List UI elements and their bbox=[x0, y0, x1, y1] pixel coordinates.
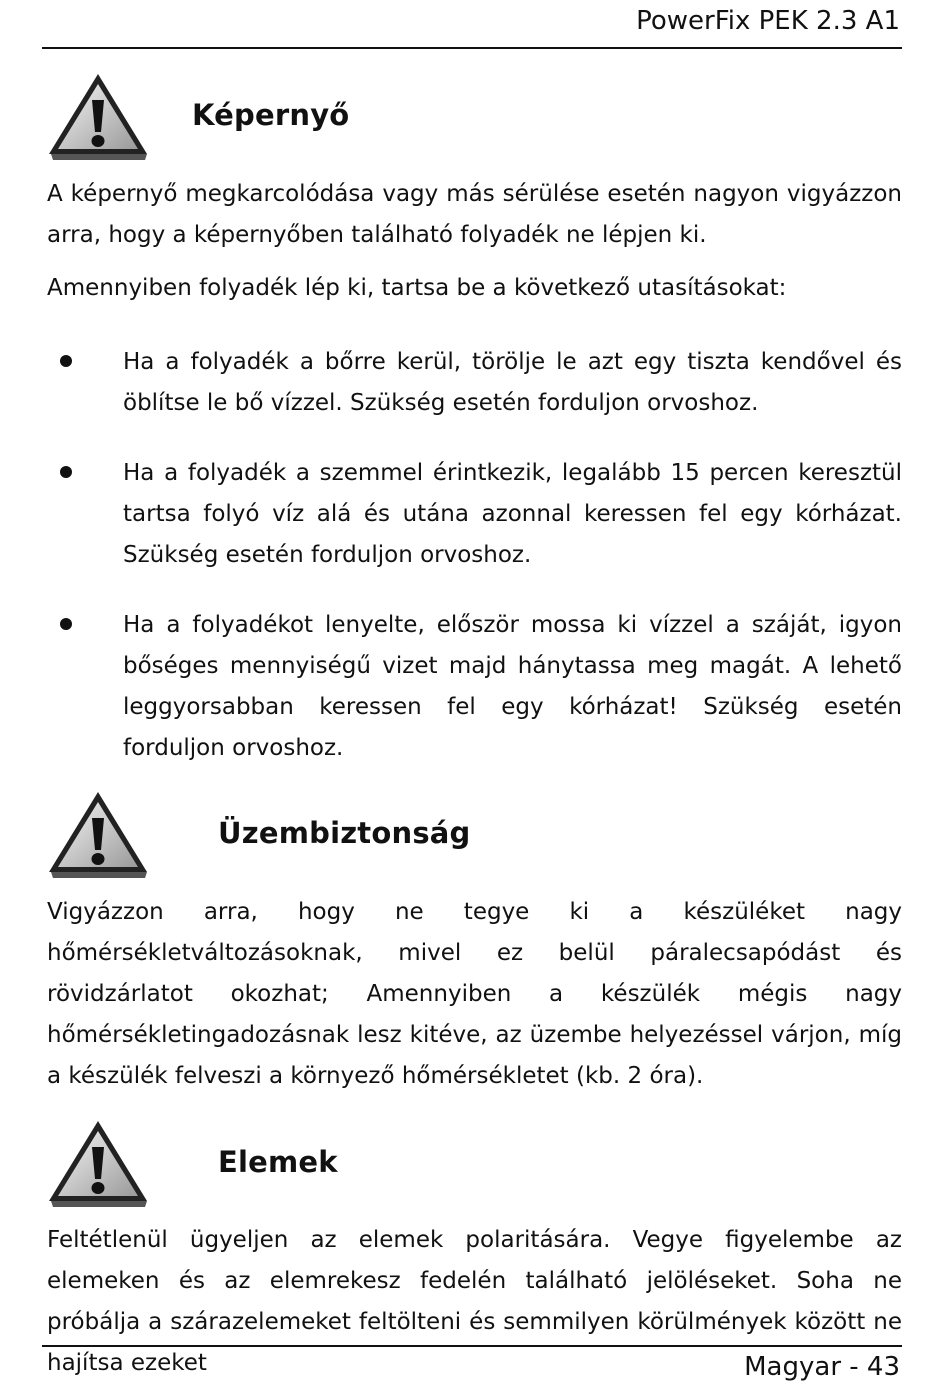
bullet-dot bbox=[56, 351, 76, 371]
paragraph: Vigyázzon arra, hogy ne tegye ki a készüléket nagy hőmérsékletváltozásoknak, mivel ez belül páralecsapódást és rövidzárlatot okozhat; Amennyiben a készülék mégis nagy hőmérsékletingadozásnak lesz kitéve, az üzembe helyezéssel várjon, míg a készülék felveszi a környező hőmérsékletet (kb. 2 óra). bbox=[47, 899, 902, 1089]
paragraph: Amennyiben folyadék lép ki, tartsa be a következő utasításokat: bbox=[47, 275, 787, 301]
footer-divider bbox=[42, 1345, 902, 1347]
paragraph: Feltétlenül ügyeljen az elemek polaritására. Vegye figyelembe az elemeken és az elemrekesz fedelén található jelöléseket. Soha ne próbálja a szárazelemeket feltölteni és semmilyen körülmények között ne hajítsa ezeket bbox=[47, 1227, 902, 1376]
section-heading-operational-safety: Üzembiztonság bbox=[218, 816, 471, 850]
list-item: Ha a folyadékot lenyelte, először mossa ki vízzel a száját, igyon bőséges mennyiségű vizet majd hánytassa meg magát. A lehető leggyorsabban keressen fel egy kórházat! Szükség esetén forduljon orvoshoz. bbox=[123, 612, 902, 761]
bullet-dot bbox=[56, 462, 76, 482]
page-number: Magyar - 43 bbox=[744, 1352, 900, 1382]
list-item: Ha a folyadék a szemmel érintkezik, legalább 15 percen keresztül tartsa folyó víz alá és utána azonnal keressen fel egy kórházat. Szükség esetén forduljon orvoshoz. bbox=[123, 460, 902, 568]
document-header-title: PowerFix PEK 2.3 A1 bbox=[636, 6, 900, 36]
list-item: Ha a folyadék a bőrre kerül, törölje le azt egy tiszta kendővel és öblítse le bő vízzel. Szükség esetén forduljon orvoshoz. bbox=[123, 349, 902, 416]
section-heading-batteries: Elemek bbox=[218, 1145, 338, 1179]
bullet-dot bbox=[56, 614, 76, 634]
header-divider bbox=[42, 47, 902, 49]
paragraph: A képernyő megkarcolódása vagy más sérülése esetén nagyon vigyázzon arra, hogy a képernyőben található folyadék ne lépjen ki. bbox=[47, 181, 902, 248]
section-heading-screen: Képernyő bbox=[192, 98, 350, 132]
warning-triangle-icon bbox=[45, 788, 151, 878]
warning-triangle-icon bbox=[45, 70, 151, 160]
warning-triangle-icon bbox=[45, 1117, 151, 1207]
